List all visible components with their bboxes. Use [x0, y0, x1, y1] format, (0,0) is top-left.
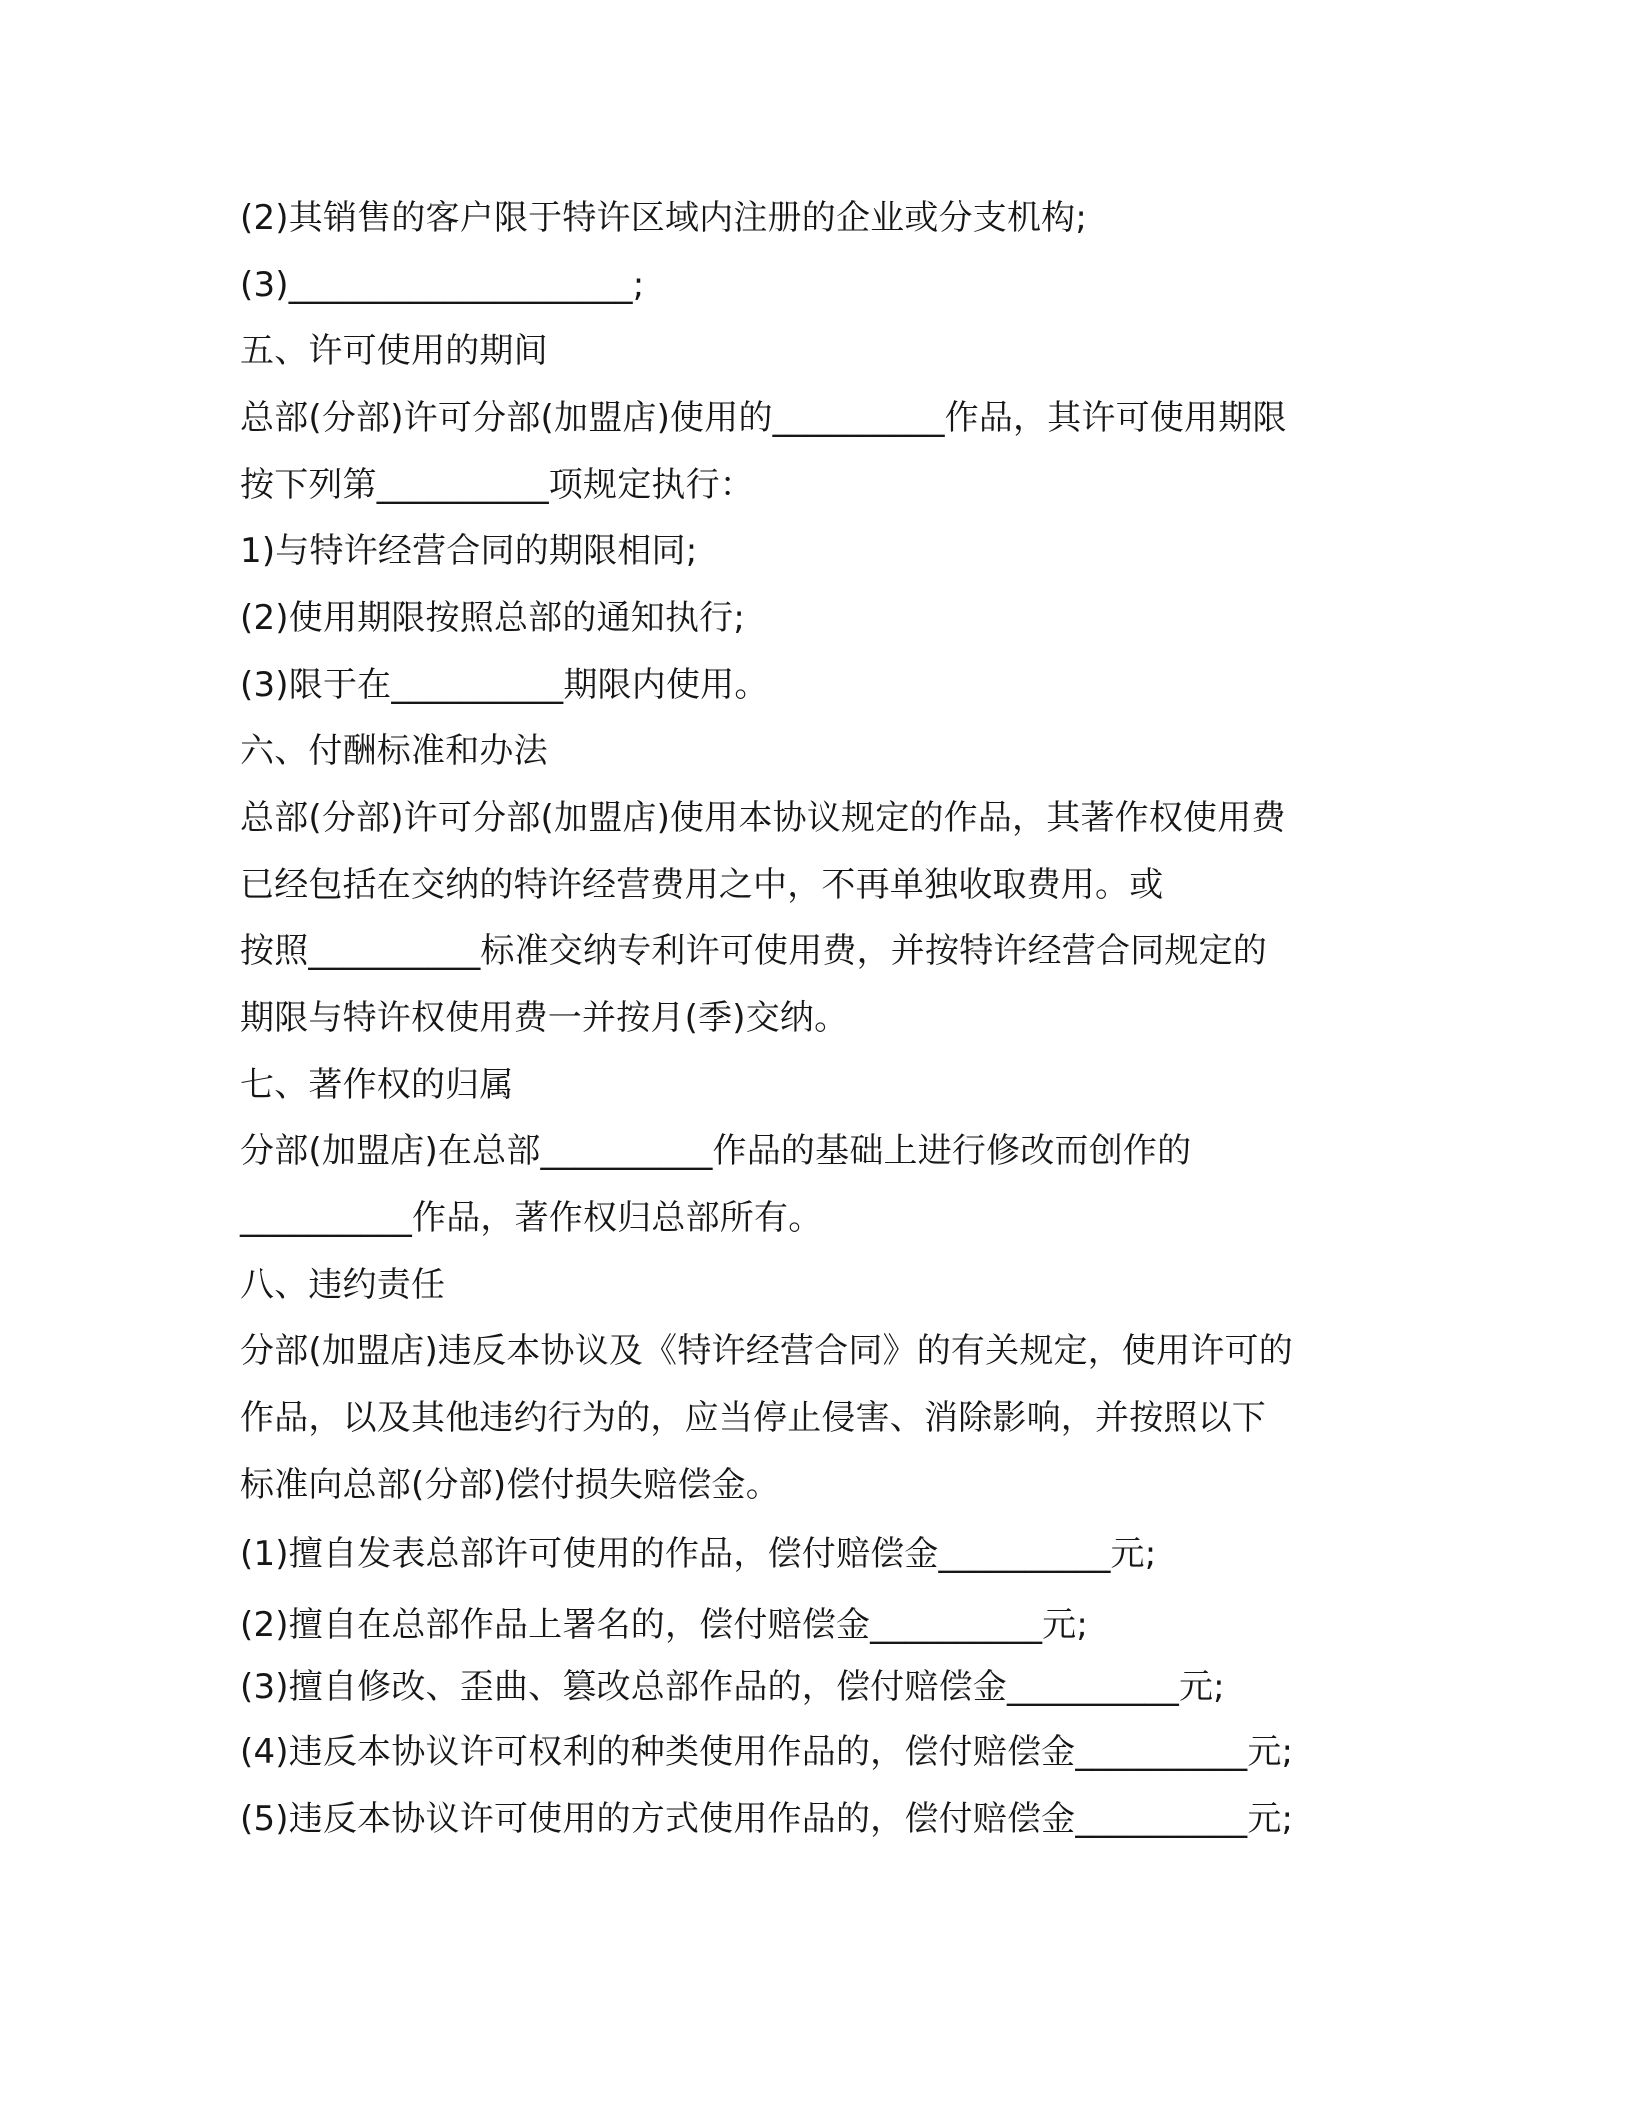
text-line: 标准向总部(分部)偿付损失赔偿金。: [240, 1465, 780, 1505]
text-line: 已经包括在交纳的特许经营费用之中，不再单独收取费用。或: [240, 865, 1164, 905]
text-line: __________作品，著作权归总部所有。: [240, 1198, 823, 1238]
text-line: (5)违反本协议许可使用的方式使用作品的，偿付赔偿金__________元;: [240, 1799, 1294, 1839]
text-line: (3)限于在__________期限内使用。: [240, 665, 769, 705]
text-line: (3)擅自修改、歪曲、篡改总部作品的，偿付赔偿金__________元;: [240, 1667, 1225, 1707]
text-line: 总部(分部)许可分部(加盟店)使用的__________作品，其许可使用期限: [240, 398, 1287, 438]
text-line: 总部(分部)许可分部(加盟店)使用本协议规定的作品，其著作权使用费: [240, 798, 1286, 838]
text-line: (2)擅自在总部作品上署名的，偿付赔偿金__________元;: [240, 1605, 1089, 1645]
text-line: 分部(加盟店)违反本协议及《特许经营合同》的有关规定，使用许可的: [240, 1331, 1293, 1371]
text-line: (2)其销售的客户限于特许区域内注册的企业或分支机构;: [240, 198, 1088, 238]
section-heading: 七、著作权的归属: [240, 1065, 514, 1105]
text-line: 按照__________标准交纳专利许可使用费，并按特许经营合同规定的: [240, 931, 1267, 971]
text-line: (2)使用期限按照总部的通知执行;: [240, 598, 746, 638]
text-line: (1)擅自发表总部许可使用的作品，偿付赔偿金__________元;: [240, 1534, 1157, 1574]
text-line: 分部(加盟店)在总部__________作品的基础上进行修改而创作的: [240, 1131, 1192, 1171]
text-line: 按下列第__________项规定执行：: [240, 465, 754, 505]
section-heading: 六、付酬标准和办法: [240, 731, 548, 771]
section-heading: 五、许可使用的期间: [240, 331, 548, 371]
section-heading: 八、违约责任: [240, 1265, 446, 1305]
text-line: 1)与特许经营合同的期限相同;: [240, 531, 698, 571]
text-line: 期限与特许权使用费一并按月(季)交纳。: [240, 998, 849, 1038]
text-line: 作品，以及其他违约行为的，应当停止侵害、消除影响，并按照以下: [240, 1398, 1266, 1438]
text-line: (3)____________________;: [240, 265, 645, 305]
text-line: (4)违反本协议许可权利的种类使用作品的，偿付赔偿金__________元;: [240, 1732, 1294, 1772]
